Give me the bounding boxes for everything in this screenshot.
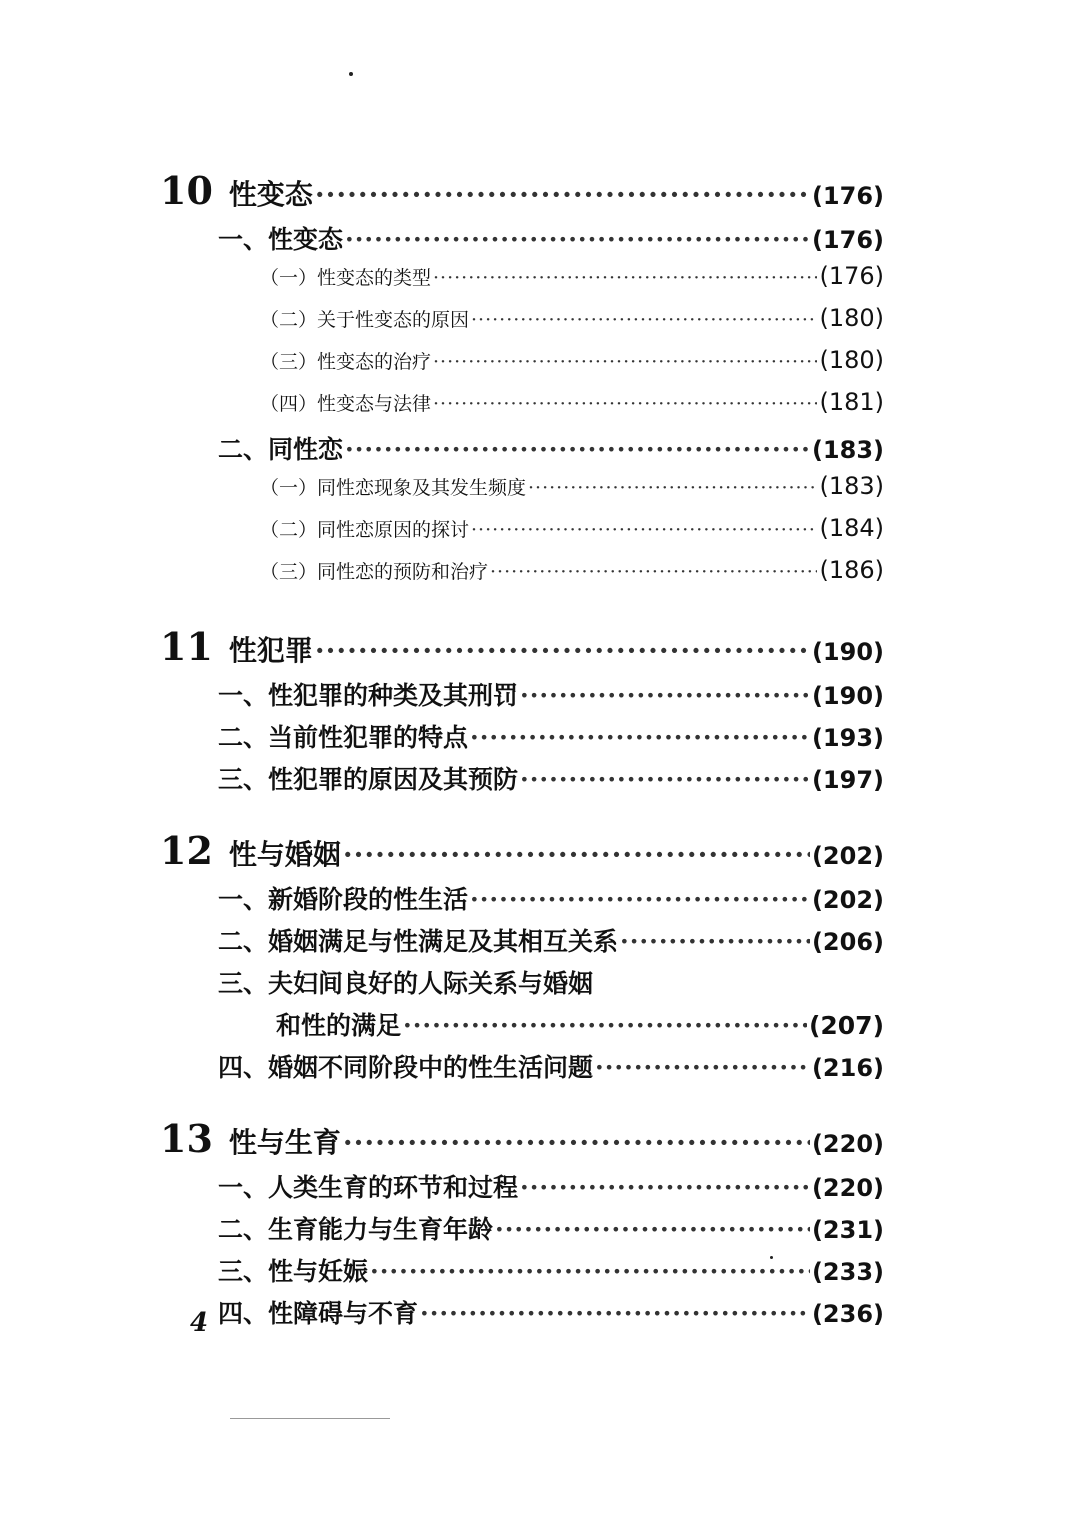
toc-page-number: (190) <box>811 682 884 710</box>
dot-leader <box>343 838 810 871</box>
toc-subsection <box>160 262 884 304</box>
toc-page-number: (176) <box>819 262 884 290</box>
toc-entry-title: （四）性变态与法律 <box>260 393 432 415</box>
toc-section-continued <box>160 1006 884 1048</box>
toc-page-number: (206) <box>811 928 884 956</box>
toc-entry-title: （三）性变态的治疗 <box>260 351 432 373</box>
dot-leader <box>520 681 810 710</box>
toc-chapter <box>160 828 884 880</box>
toc-section <box>160 1048 884 1090</box>
dot-leader <box>403 1011 807 1040</box>
toc-page-number: (202) <box>811 842 884 870</box>
toc-chapter <box>160 624 884 676</box>
toc-entry-title: （一）同性恋现象及其发生频度 <box>260 477 527 499</box>
dot-leader <box>343 1126 810 1159</box>
toc-entry-title: 性与婚姻 <box>228 838 341 871</box>
toc-page-number: (180) <box>819 304 884 332</box>
toc-subsection <box>160 556 884 598</box>
toc-entry-title: 一、性变态 <box>218 225 344 254</box>
toc-subsection <box>160 346 884 388</box>
toc-entry-title: 二、生育能力与生育年龄 <box>218 1215 494 1244</box>
toc-section <box>160 760 884 802</box>
dot-leader <box>433 267 817 289</box>
dot-leader <box>471 309 817 331</box>
toc-page-number: (197) <box>811 766 884 794</box>
toc-chapter <box>160 168 884 220</box>
toc-entry-title: 三、夫妇间良好的人际关系与婚姻 <box>218 969 594 998</box>
toc-page-number: (184) <box>819 514 884 542</box>
dot-leader <box>520 1173 810 1202</box>
toc-chapter <box>160 1116 884 1168</box>
dot-leader <box>345 225 810 254</box>
toc-section <box>160 718 884 760</box>
toc-section <box>160 1252 884 1294</box>
dot-leader <box>620 927 810 956</box>
toc-entry-title: （二）关于性变态的原因 <box>260 309 470 331</box>
toc-entry-title: 和性的满足 <box>276 1011 402 1040</box>
toc-section <box>160 676 884 718</box>
toc-entry-title: 四、婚姻不同阶段中的性生活问题 <box>218 1053 594 1082</box>
dot-leader <box>470 885 810 914</box>
toc-subsection <box>160 304 884 346</box>
dot-leader <box>420 1299 810 1328</box>
toc-page-number: (183) <box>811 436 884 464</box>
toc-page-number: (236) <box>811 1300 884 1328</box>
toc-entry-title: 一、人类生育的环节和过程 <box>218 1173 519 1202</box>
chapter-number: 13 <box>160 1116 213 1161</box>
toc-page-number: (216) <box>811 1054 884 1082</box>
dot-leader <box>490 561 817 583</box>
print-speck <box>349 72 353 76</box>
dot-leader <box>528 477 817 499</box>
dot-leader <box>370 1257 810 1286</box>
toc-page-number: (176) <box>811 182 884 210</box>
toc-page-number: (220) <box>811 1130 884 1158</box>
toc-section <box>160 964 884 1006</box>
toc-entry-title: 二、当前性犯罪的特点 <box>218 723 469 752</box>
toc-page-number: (183) <box>819 472 884 500</box>
toc-entry-title: 三、性与妊娠 <box>218 1257 369 1286</box>
dot-leader <box>433 351 817 373</box>
toc-entry-title: （一）性变态的类型 <box>260 267 432 289</box>
toc-entry-title: 性犯罪 <box>228 634 313 667</box>
toc-entry-title: （三）同性恋的预防和治疗 <box>260 561 489 583</box>
toc-section <box>160 220 884 262</box>
toc-page-number: (186) <box>819 556 884 584</box>
toc-entry-title: 性变态 <box>228 178 313 211</box>
toc-section <box>160 430 884 472</box>
toc-section <box>160 880 884 922</box>
toc-section <box>160 1294 884 1336</box>
dot-leader <box>315 634 810 667</box>
toc-section <box>160 922 884 964</box>
toc-entry-title: 一、性犯罪的种类及其刑罚 <box>218 681 519 710</box>
toc-entry-title: 二、同性恋 <box>218 435 344 464</box>
toc-entry-title: 四、性障碍与不育 <box>218 1299 419 1328</box>
toc-page-number: (233) <box>811 1258 884 1286</box>
print-speck <box>770 1256 773 1259</box>
dot-leader <box>470 723 810 752</box>
toc-section <box>160 1210 884 1252</box>
toc-page-number: (207) <box>808 1011 884 1040</box>
dot-leader <box>433 393 817 415</box>
toc-page-number: (202) <box>811 886 884 914</box>
toc-subsection <box>160 514 884 556</box>
table-of-contents <box>160 168 884 1336</box>
chapter-number: 11 <box>160 624 213 669</box>
toc-page-number: (220) <box>811 1174 884 1202</box>
dot-leader <box>495 1215 810 1244</box>
toc-page-number: (180) <box>819 346 884 374</box>
toc-entry-title: 性与生育 <box>228 1126 341 1159</box>
dot-leader <box>471 519 817 541</box>
toc-subsection <box>160 472 884 514</box>
page-number: 4 <box>190 1308 209 1338</box>
toc-page-number: (231) <box>811 1216 884 1244</box>
toc-page-number: (190) <box>811 638 884 666</box>
scan-mark <box>230 1418 390 1419</box>
toc-entry-title: （二）同性恋原因的探讨 <box>260 519 470 541</box>
toc-page-number: (176) <box>811 226 884 254</box>
toc-page-number: (181) <box>819 388 884 416</box>
toc-entry-title: 三、性犯罪的原因及其预防 <box>218 765 519 794</box>
dot-leader <box>520 765 810 794</box>
toc-entry-title: 一、新婚阶段的性生活 <box>218 885 469 914</box>
chapter-number: 10 <box>160 168 213 213</box>
dot-leader <box>345 435 810 464</box>
dot-leader <box>595 1053 810 1082</box>
chapter-number: 12 <box>160 828 213 873</box>
dot-leader <box>315 178 810 211</box>
toc-entry-title: 二、婚姻满足与性满足及其相互关系 <box>218 927 619 956</box>
toc-section <box>160 1168 884 1210</box>
toc-subsection <box>160 388 884 430</box>
toc-page-number: (193) <box>811 724 884 752</box>
